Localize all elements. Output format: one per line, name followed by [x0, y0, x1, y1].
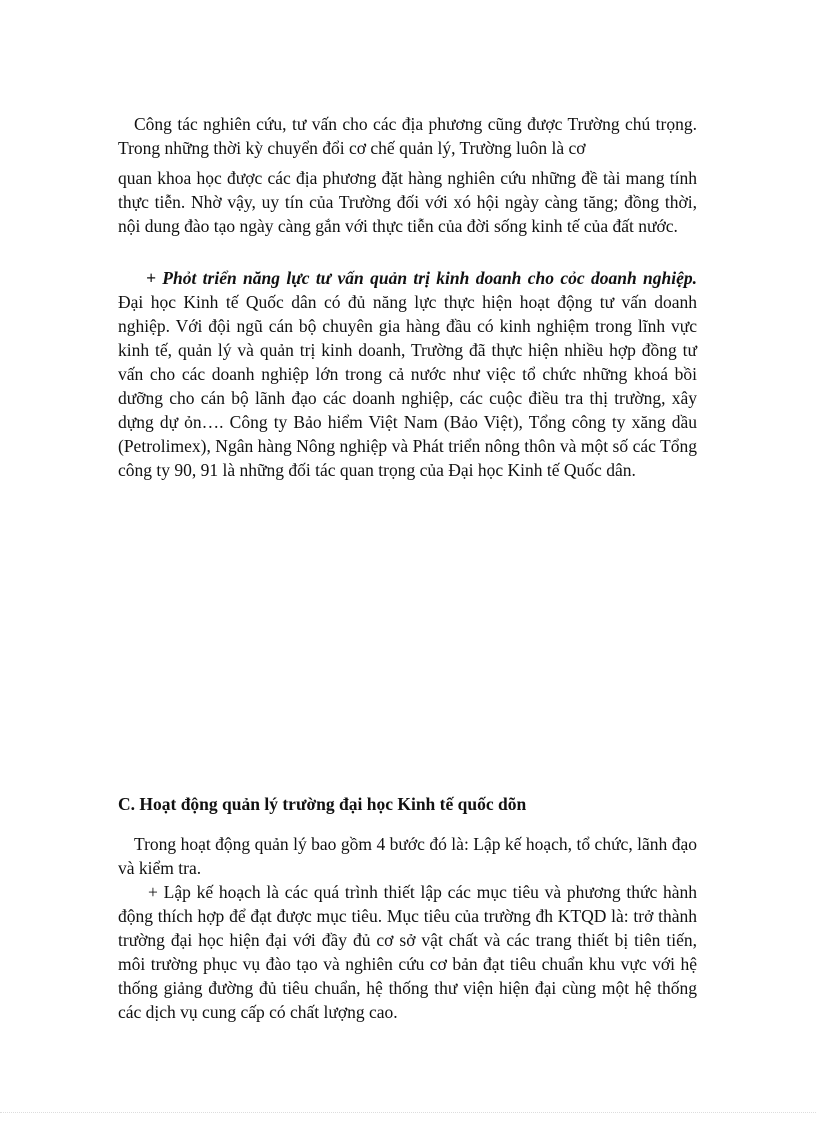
paragraph-research-intro: Công tác nghiên cứu, tư vấn cho các địa phương cũng được Trường chú trọng. Trong những thời kỳ chuyển đổi cơ chế quản lý, Trường luôn là cơ	[118, 114, 697, 158]
paragraph-management-steps: Trong hoạt động quản lý bao gồm 4 bước đó là: Lập kế hoạch, tổ chức, lãnh đạo và kiểm tra.	[118, 834, 697, 878]
consulting-body: Đại học Kinh tế Quốc dân có đủ năng lực thực hiện hoạt động tư vấn doanh nghiệp. Với đội ngũ cán bộ chuyên gia hàng đầu có kinh nghiệm trong lĩnh vực kinh tế, quản lý và quản trị kinh doanh, Trường đã thực hiện nhiều hợp đồng tư vấn cho các doanh nghiệp lớn trong cả nước như việc tổ chức những khoá bồi dưỡng cho cán bộ lãnh đạo các doanh nghiệp, các cuộc điều tra thị trường, xây dựng dự ỏn…. Công ty Bảo hiểm Việt Nam (Bảo Việt), Tổng công ty xăng dầu (Petrolimex), Ngân hàng Nông nghiệp và Phát triển nông thôn và một số các Tổng công ty 90, 91 là những đối tác quan trọng của Đại học Kinh tế Quốc dân.	[118, 292, 697, 480]
paragraph-consulting	[118, 266, 697, 482]
paragraph-research-continued: quan khoa học được các địa phương đặt hàng nghiên cứu những đề tài mang tính thực tiễn. Nhờ vậy, uy tín của Trường đối với xó hội ngày càng tăng; đồng thời, nội dung đào tạo ngày càng gắn với thực tiễn của đời sống kinh tế của đất nước.	[118, 168, 697, 236]
page-bottom-rule	[0, 1112, 816, 1113]
paragraph-planning: + Lập kế hoạch là các quá trình thiết lập các mục tiêu và phương thức hành động thích hợp để đạt được mục tiêu. Mục tiêu của trường đh KTQD là: trở thành trường đại học hiện đại với đầy đủ cơ sở vật chất và các trang thiết bị tiên tiến, môi trường phục vụ đào tạo và nghiên cứu cơ bản đạt tiêu chuẩn khu vực với hệ thống giảng đường đủ tiêu chuẩn, hệ thống thư viện hiện đại cùng một hệ thống các dịch vụ cung cấp có chất lượng cao.	[118, 882, 697, 1022]
consulting-subheading: + Phỏt triển năng lực tư vấn quản trị kinh doanh cho cỏc doanh nghiệp.	[146, 268, 697, 288]
section-heading: C. Hoạt động quản lý trường đại học Kinh tế quốc dõn	[118, 794, 527, 814]
